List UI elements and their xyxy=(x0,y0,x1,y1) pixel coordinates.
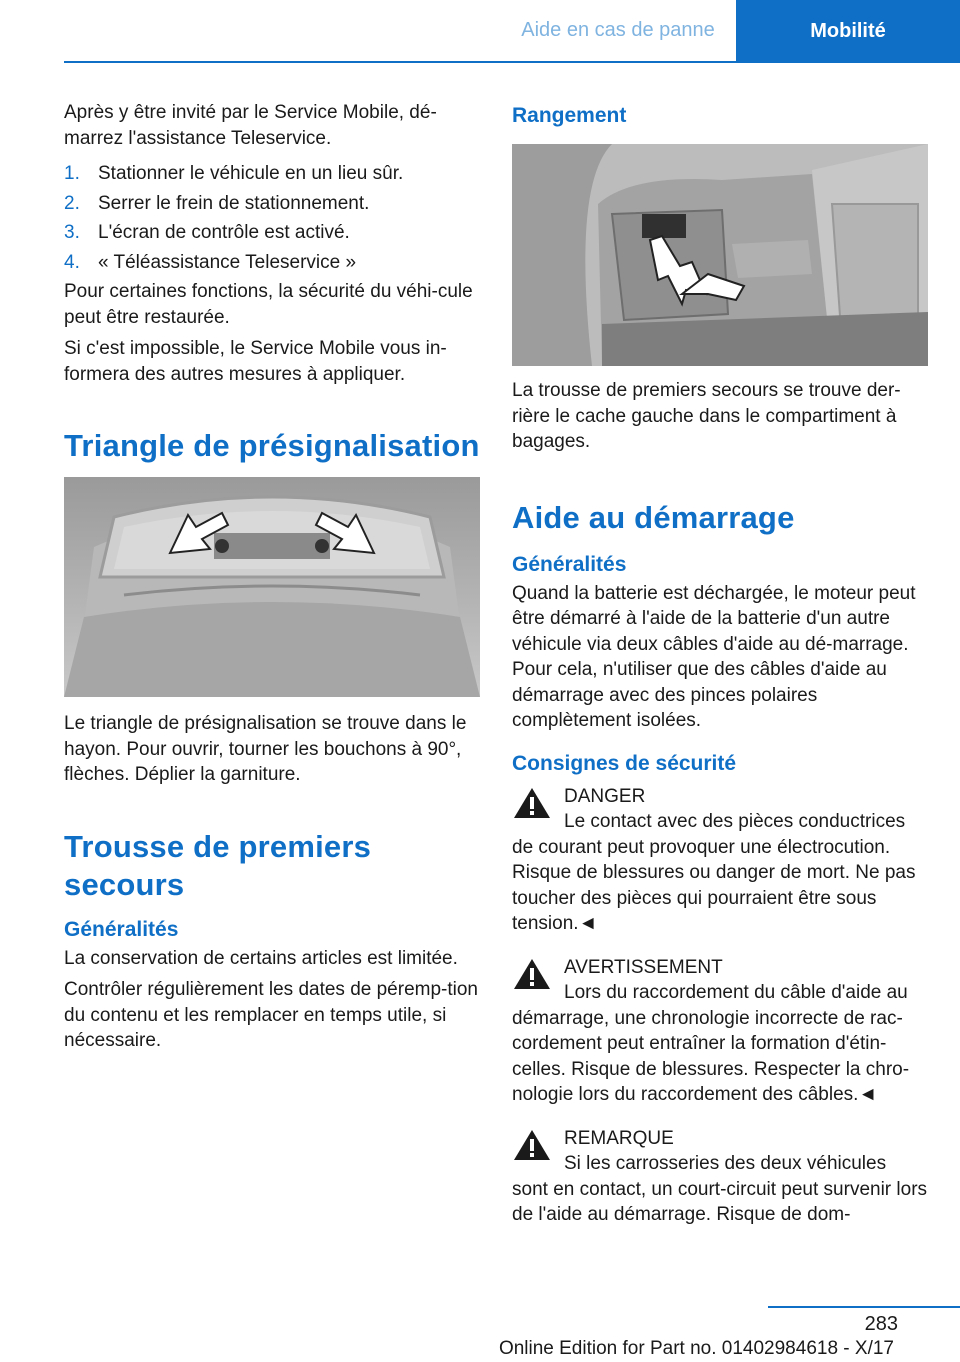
page-number: 283 xyxy=(864,1313,898,1335)
left-column xyxy=(64,100,480,1060)
warning-text: de courant peut provoquer une électrocution. Risque de blessures ou danger de mort. Ne pas toucher des pièces qui pourraient être sous tension.◄ xyxy=(512,836,916,934)
warning-danger xyxy=(512,784,928,937)
storage-figure xyxy=(512,144,928,366)
step-text: « Téléassistance Teleservice » xyxy=(98,251,357,273)
header-chapter-tab[interactable]: Mobilité xyxy=(736,0,960,62)
firstaid-paragraph-1: La conservation de certains articles est limitée. xyxy=(64,947,458,969)
warning-label: DANGER xyxy=(564,785,646,807)
jump-subheading: Généralités xyxy=(512,552,627,576)
page-header xyxy=(0,0,960,62)
right-column xyxy=(512,100,928,1234)
warning-label: REMARQUE xyxy=(564,1127,674,1149)
list-item xyxy=(64,161,480,187)
list-item xyxy=(64,250,480,276)
header-section-title[interactable]: Aide en cas de panne xyxy=(521,19,715,41)
header-rule xyxy=(64,61,960,63)
warning-avertissement xyxy=(512,955,928,1108)
restore-paragraph: Pour certaines fonctions, la sécurité du véhi-cule peut être restaurée. xyxy=(64,281,473,328)
warning-first-line: Lors du raccordement du câble d'aide au xyxy=(564,982,908,1003)
safety-heading: Consignes de sécurité xyxy=(512,751,737,775)
warning-triangle-icon xyxy=(512,786,552,820)
triangle-figure xyxy=(64,477,480,697)
warning-label: AVERTISSEMENT xyxy=(564,956,723,978)
step-number: 1. xyxy=(64,163,80,184)
warning-first-line: Le contact avec des pièces conductrices xyxy=(564,811,906,832)
step-text: Stationner le véhicule en un lieu sûr. xyxy=(98,163,404,184)
firstaid-paragraph-2: Contrôler régulièrement les dates de péremp-tion du contenu et les remplacer en temps utile, si nécessaire. xyxy=(64,979,478,1051)
warning-first-line: Si les carrosseries des deux véhicules xyxy=(564,1153,887,1174)
triangle-heading: Triangle de présignalisation xyxy=(64,428,480,463)
warning-remarque xyxy=(512,1126,928,1228)
warning-triangle-icon xyxy=(512,1128,552,1162)
firstaid-subheading: Généralités xyxy=(64,917,179,941)
firstaid-heading: Trousse de premiers secours xyxy=(64,828,372,902)
triangle-paragraph: Le triangle de présignalisation se trouve dans le hayon. Pour ouvrir, tourner les bouchons à 90°, flèches. Déplier la garniture. xyxy=(64,713,467,785)
storage-paragraph: La trousse de premiers secours se trouve der-rière le cache gauche dans le compartiment à bagages. xyxy=(512,380,901,452)
impossible-paragraph: Si c'est impossible, le Service Mobile vous in-formera des autres mesures à appliquer. xyxy=(64,338,447,385)
footer-rule xyxy=(768,1306,960,1308)
warning-text: démarrage, une chronologie incorrecte de rac-cordement peut entraîner la formation d'étin-celles. Risque de blessures. Respecter la chro-nologie lors du raccordement des câbles.◄ xyxy=(512,1007,910,1105)
jump-heading: Aide au démarrage xyxy=(512,499,795,535)
jump-paragraph: Quand la batterie est déchargée, le moteur peut être démarré à l'aide de la batterie d'un autre véhicule via deux câbles d'aide au dé-marrage. Pour cela, n'utiliser que des câbles d'aide au démarrage avec des pinces polaires complètement isolées. xyxy=(512,582,916,731)
steps-list xyxy=(64,161,480,275)
step-text: Serrer le frein de stationnement. xyxy=(98,192,370,214)
step-number: 3. xyxy=(64,222,80,243)
list-item xyxy=(64,191,480,217)
edition-note: Online Edition for Part no. 01402984618 - X/17 xyxy=(498,1338,894,1359)
step-text: L'écran de contrôle est activé. xyxy=(98,222,350,243)
list-item xyxy=(64,220,480,246)
warning-text: sont en contact, un court-circuit peut survenir lors de l'aide au démarrage. Risque de dom- xyxy=(512,1178,928,1225)
step-number: 2. xyxy=(64,192,80,214)
warning-triangle-icon xyxy=(512,957,552,991)
storage-heading: Rangement xyxy=(512,104,627,127)
intro-paragraph: Après y être invité par le Service Mobile, dé-marrez l'assistance Teleservice. xyxy=(64,102,437,149)
step-number: 4. xyxy=(64,251,80,273)
